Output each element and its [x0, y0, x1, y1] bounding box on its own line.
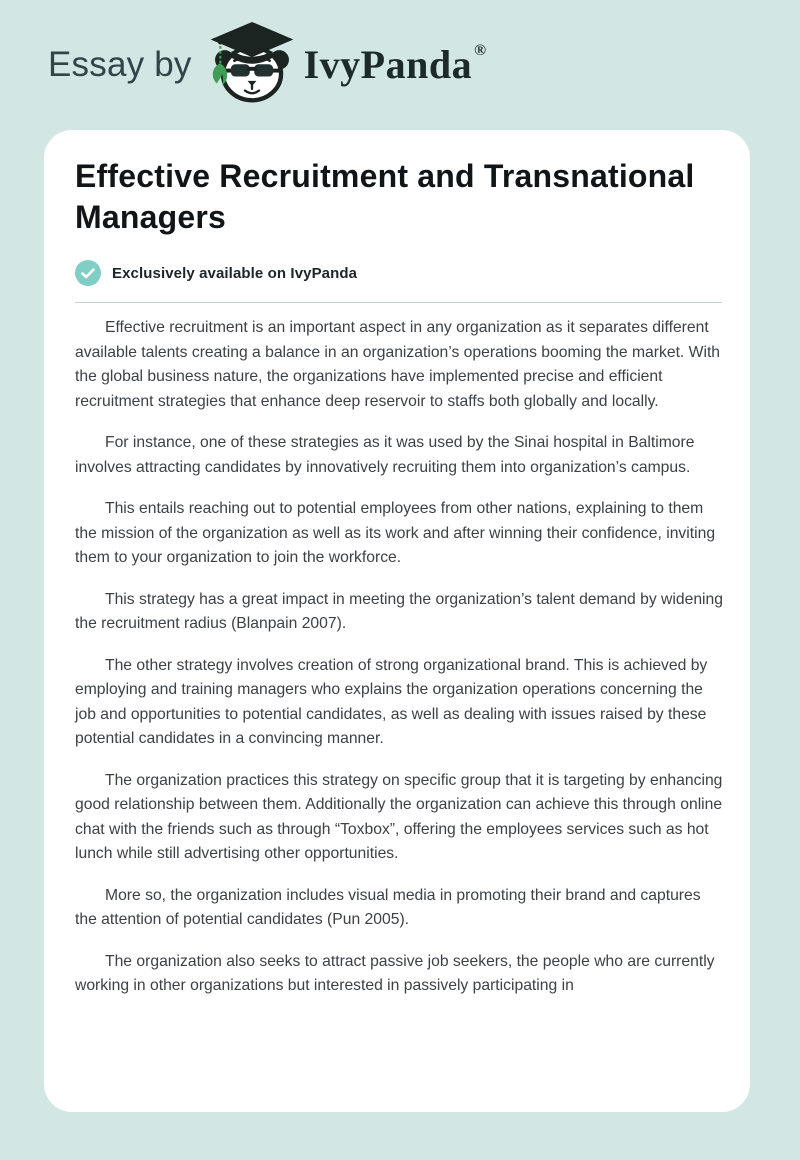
- site-header: [0, 0, 800, 130]
- essay-paragraph: More so, the organization includes visual media in promoting their brand and captures the attention of potential candidates (Pun 2005).: [75, 886, 701, 928]
- essay-body: [75, 316, 723, 999]
- brand-name: IvyPanda: [303, 42, 473, 87]
- registered-trademark: ®: [474, 42, 487, 59]
- exclusive-badge-label: Exclusively available on IvyPanda: [112, 264, 358, 282]
- essay-paragraph: The organization also seeks to attract passive job seekers, the people who are currently working in other organizations but interested in passively participating in: [75, 952, 715, 994]
- essay-paragraph: The organization practices this strategy on specific group that it is targeting by enhancing good relationship between them. Additionally the organization can achieve this through online chat with the friends such as through “Toxbox”, offering the employees services such as hot lunch while still advertising other opportunities.: [75, 771, 723, 862]
- divider: [75, 302, 722, 303]
- check-icon: [75, 260, 101, 286]
- essay-paragraph: This entails reaching out to potential employees from other nations, explaining to them the mission of the organization as well as its work and after winning their confidence, inviting them to your organization to join the workforce.: [75, 500, 716, 566]
- essay-by-label: Essay by: [48, 45, 192, 84]
- essay-paragraph: This strategy has a great impact in meeting the organization’s talent demand by widening the recruitment radius (Blanpain 2007).: [75, 590, 723, 632]
- essay-title: Effective Recruitment and Transnational Managers: [75, 158, 695, 235]
- essay-paragraph: The other strategy involves creation of strong organizational brand. This is achieved by employing and training managers who explains the organization operations concerning the job and opportunities to potential candidates, as well as dealing with issues raised by these potential candidates in a convincing manner.: [75, 656, 708, 747]
- panda-graduate-icon: [208, 27, 296, 103]
- essay-paragraph: For instance, one of these strategies as it was used by the Sinai hospital in Baltimore involves attracting candidates by innovatively recruiting them into organization’s campus.: [75, 434, 695, 476]
- exclusive-badge: [75, 260, 723, 286]
- essay-paragraph: Effective recruitment is an important aspect in any organization as it separates different available talents creating a balance in an organization’s operations booming the market. With the global business nature, the organizations have implemented precise and efficient recruitment strategies that enhance deep reservoir to staffs both globally and locally.: [75, 319, 721, 410]
- essay-card: [44, 130, 750, 1112]
- ivypanda-brand-link[interactable]: [208, 27, 487, 103]
